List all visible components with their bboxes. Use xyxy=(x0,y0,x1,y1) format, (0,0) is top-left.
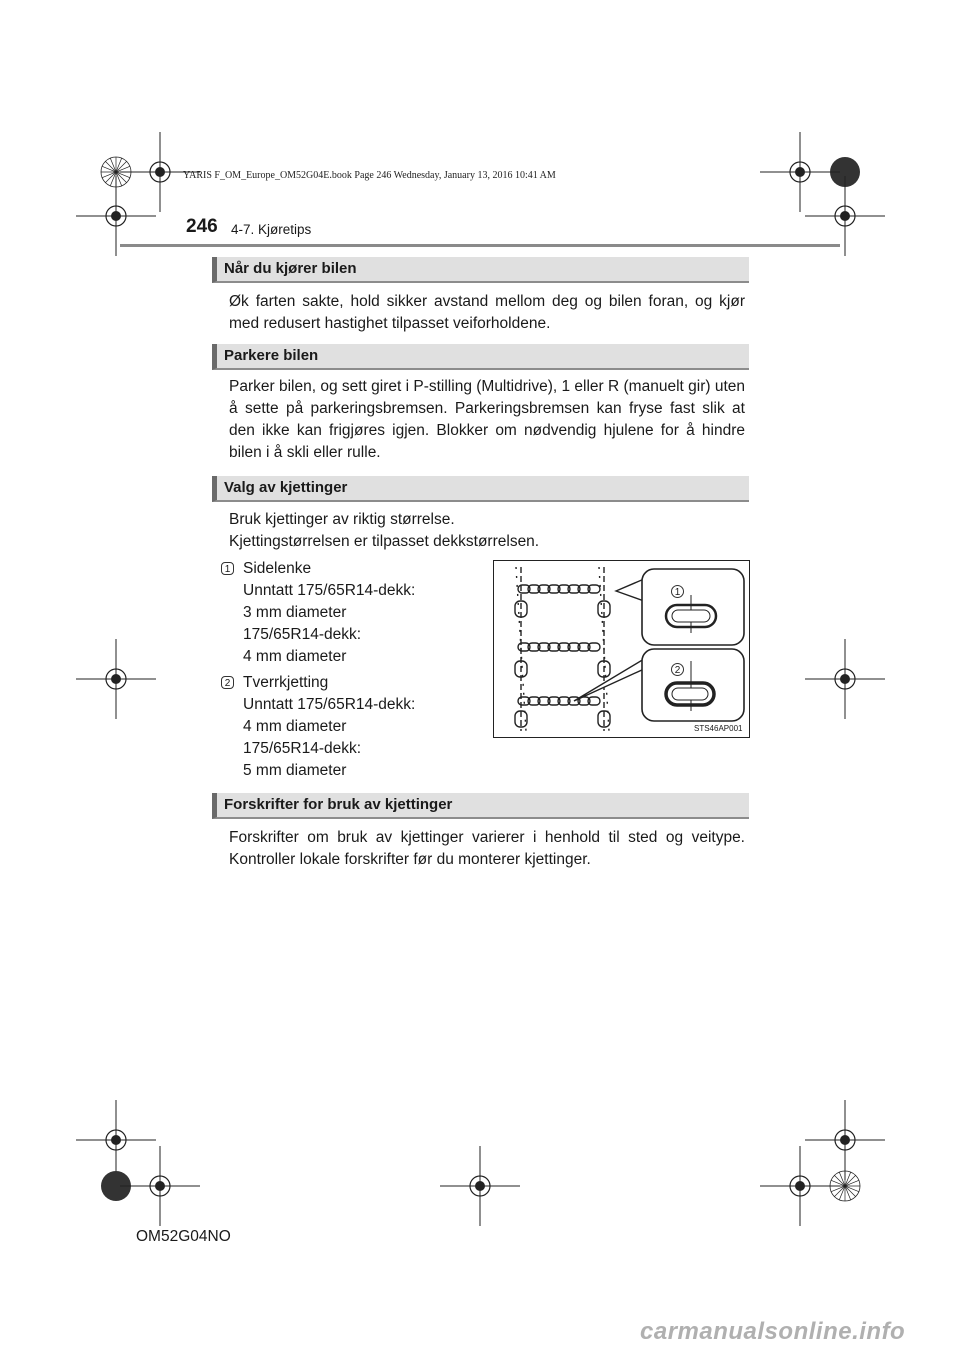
item-line: 4 mm diameter xyxy=(243,718,347,735)
section-heading-parking xyxy=(212,344,749,370)
page-number: 246 xyxy=(186,216,218,237)
item-line: 175/65R14-dekk: xyxy=(243,740,362,757)
paragraph-parking: Parker bilen, og sett giret i P-stilling (Multidrive), 1 eller R (manuelt gir) uten å sette på parkeringsbremsen. Parkeringsbremsen kan fryse fast slik at den ikke kan frigjøres igjen. Blokker om nødvendig hjulene for å hindre bilen i å skli eller rulle. xyxy=(229,378,745,461)
section-heading-text: Parkere bilen xyxy=(224,347,319,364)
paragraph-driving: Øk farten sakte, hold sikker avstand mellom deg og bilen foran, og kjør med redusert hastighet tilpasset veiforholdene. xyxy=(229,293,745,332)
figure-callout-1: 1 xyxy=(671,585,684,598)
tire-chain-figure xyxy=(493,560,750,738)
chains-intro-line: Bruk kjettinger av riktig størrelse. xyxy=(229,511,455,528)
section-heading-regulations xyxy=(212,793,749,819)
footer-manual-code: OM52G04NO xyxy=(136,1228,231,1245)
section-heading-text: Valg av kjettinger xyxy=(224,479,348,496)
figure-callout-2: 2 xyxy=(671,663,684,676)
item-marker-2: 2 xyxy=(221,676,234,689)
print-header: YARIS F_OM_Europe_OM52G04E.book Page 246 Wednesday, January 13, 2016 10:41 AM xyxy=(183,170,556,181)
item-line: Unntatt 175/65R14-dekk: xyxy=(243,696,416,713)
watermark: carmanualsonline.info xyxy=(640,1318,906,1345)
item-marker-1: 1 xyxy=(221,562,234,575)
section-heading-chains xyxy=(212,476,749,502)
chains-intro-line: Kjettingstørrelsen er tilpasset dekkstørrelsen. xyxy=(229,533,540,550)
item-line: 4 mm diameter xyxy=(243,648,347,665)
list-item-side-link xyxy=(243,558,415,668)
item-line: Unntatt 175/65R14-dekk: xyxy=(243,582,416,599)
section-heading-text: Forskrifter for bruk av kjettinger xyxy=(224,796,453,813)
section-heading-text: Når du kjører bilen xyxy=(224,260,357,277)
item-line: 175/65R14-dekk: xyxy=(243,626,362,643)
list-item-cross-chain xyxy=(243,672,415,782)
item-line: 3 mm diameter xyxy=(243,604,347,621)
tire-chain-illustration xyxy=(494,561,749,737)
figure-code: STS46AP001 xyxy=(694,724,743,733)
item-line: Sidelenke xyxy=(243,560,312,577)
item-line: Tverrkjetting xyxy=(243,674,329,691)
section-heading-driving xyxy=(212,257,749,283)
paragraph-regulations: Forskrifter om bruk av kjettinger varierer i henhold til sted og veitype. Kontroller lokale forskrifter før du monterer kjettinger. xyxy=(229,829,745,868)
item-line: 5 mm diameter xyxy=(243,762,347,779)
section-title: 4-7. Kjøretips xyxy=(231,222,312,237)
header-rule xyxy=(120,244,840,247)
